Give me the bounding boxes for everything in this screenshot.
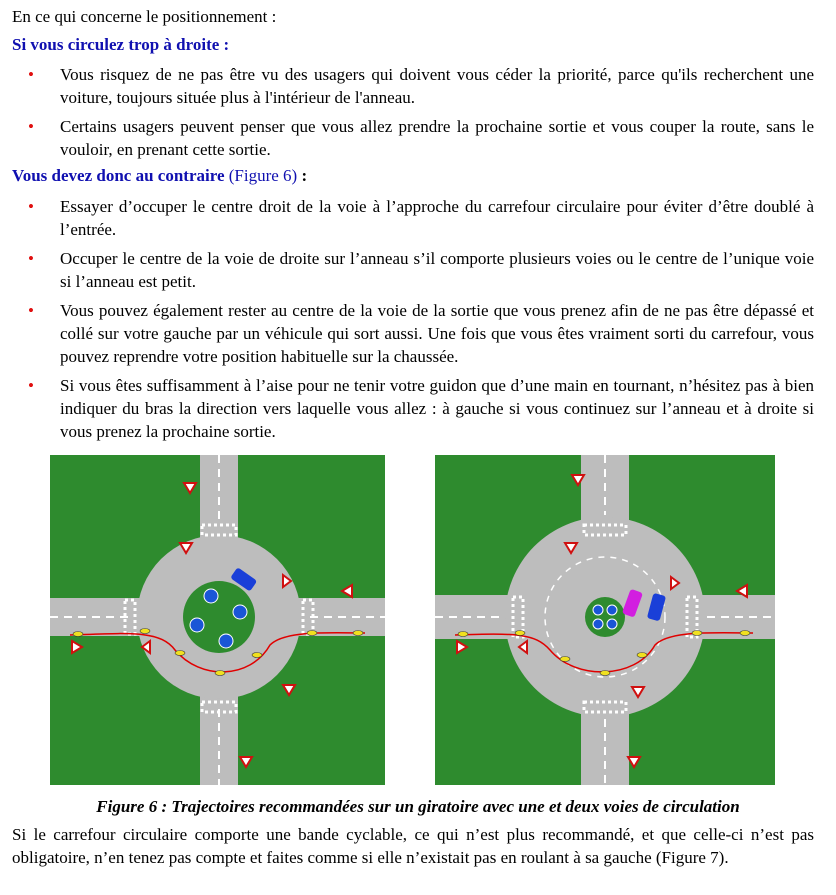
intro-text: En ce qui concerne le positionnement : xyxy=(12,7,277,26)
list-item: • Occuper le centre de la voie de droite sur l’anneau s’il comporte plusieurs voies ou le centre de l’unique voie si l’anneau est petit. xyxy=(28,249,814,291)
figure-reference: (Figure 6) xyxy=(228,166,298,185)
bullet-icon: • xyxy=(28,301,34,320)
bullet-icon: • xyxy=(28,249,34,268)
section1-heading: Si vous circulez trop à droite : xyxy=(12,35,230,54)
list-item: • Vous pouvez également rester au centre de la voie de la sortie que vous prenez afin de ne pas être dépassé et collé sur votre gauche par un véhicule qui sort aussi. Une fois que vous êtes vraiment sorti du carrefour, vous pouvez reprendre votre position habituelle sur la chaussée. xyxy=(28,301,814,366)
bullet-icon: • xyxy=(28,197,34,216)
roundabout-two-lanes-diagram xyxy=(435,455,775,785)
list-item: • Vous risquez de ne pas être vu des usagers qui doivent vous céder la priorité, parce qu'ils recherchent une voiture, toujours située plus à l'intérieur de l'anneau. xyxy=(28,65,814,107)
list-item: • Essayer d’occuper le centre droit de la voie à l’approche du carrefour circulaire pour éviter d’être doublé à l’entrée. xyxy=(28,197,814,239)
bullet-icon: • xyxy=(28,65,34,84)
section2-heading: Vous devez donc au contraire (Figure 6) : xyxy=(12,166,308,185)
list-item: • Si vous êtes suffisamment à l’aise pour ne tenir votre guidon que d’une main en tournant, n’hésitez pas à bien indiquer du bras la direction vers laquelle vous allez : à gauche si vous continuez sur l’anneau et à droite si vous prenez la prochaine sortie. xyxy=(28,376,814,441)
figure-caption: Figure 6 : Trajectoires recommandées sur un giratoire avec une et deux voies de circulation xyxy=(96,797,740,816)
final-paragraph: Si le carrefour circulaire comporte une bande cyclable, ce qui n’est plus recommandé, et que celle-ci n’est pas obligatoire, n’en tenez pas compte et faites comme si elle n’existait pas en roulant à sa gauche (Figure 7). xyxy=(12,825,814,867)
central-island xyxy=(585,597,625,637)
bullet-icon: • xyxy=(28,376,34,395)
section2-list xyxy=(0,195,836,449)
list-item: • Certains usagers peuvent penser que vous allez prendre la prochaine sortie et vous couper la route, sans le vouloir, en prenant cette sortie. xyxy=(28,117,814,159)
section1-list xyxy=(0,63,836,167)
bullet-icon: • xyxy=(28,117,34,136)
roundabout-one-lane-diagram xyxy=(50,455,385,785)
